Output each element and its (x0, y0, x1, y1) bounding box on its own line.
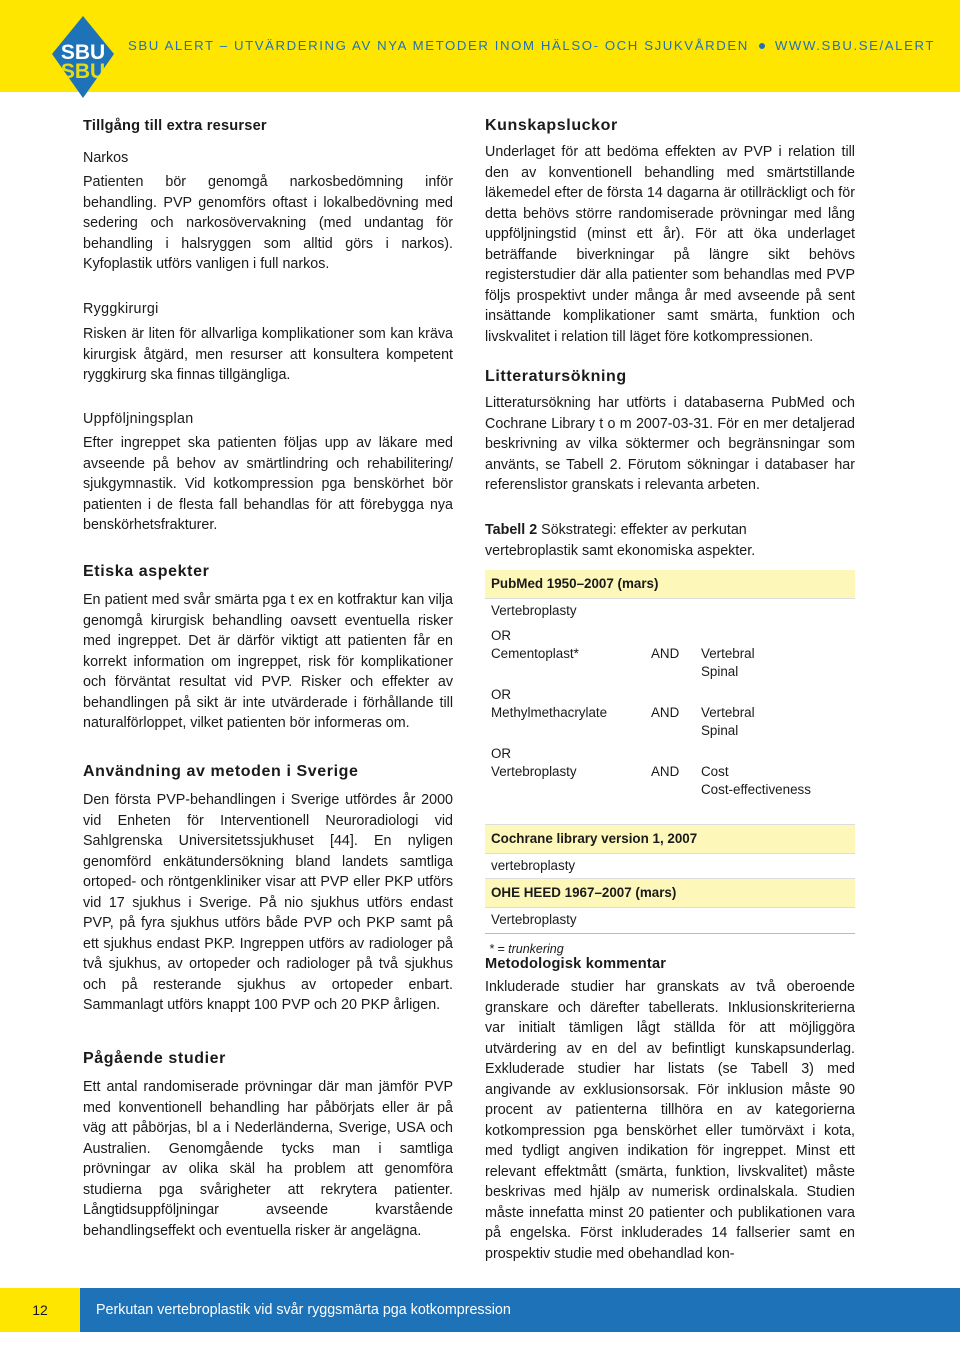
operator-or: OR (491, 687, 512, 702)
paragraph-pagaende: Ett antal randomiserade prövningar där man jämför PVP med konventionell behandling har påbörjats eller är på väg att påbörjas, bl a i Nederländerna, Sverige, USA och Australien. Genomgående tycks man i samtliga prövningar av olika skäl ha problem att genomföra studierna pga svårigheter att rekrytera patienter. Långtidsuppföljningar avseende kvarstående behandlingseffekt och eventuella risker är angelägna. (83, 1079, 453, 1239)
term-vertebral: Vertebral (701, 646, 755, 661)
operator-and: AND (651, 646, 680, 661)
heading-etiska: Etiska aspekter (83, 563, 210, 580)
term-methylmethacrylate: Methylmethacrylate (491, 705, 608, 720)
term-vertebral: Vertebral (701, 705, 755, 720)
page-number: 12 (0, 1288, 80, 1332)
term-spinal: Spinal (701, 723, 739, 738)
operator-or: OR (491, 746, 512, 761)
term-cost: Cost (701, 764, 729, 779)
term-vertebroplasty: Vertebroplasty (491, 912, 577, 927)
search-strategy-table (485, 570, 855, 958)
table-caption (485, 520, 825, 561)
heading-anvandning: Användning av metoden i Sverige (83, 763, 359, 780)
operator-and: AND (651, 705, 680, 720)
bullet-icon (759, 43, 765, 49)
heading-resurser: Tillgång till extra resurser (83, 118, 267, 134)
term-cost-effectiveness: Cost-effectiveness (701, 782, 811, 797)
heading-litteratursokning: Litteratursökning (485, 368, 627, 385)
paragraph-uppfoljning: Efter ingreppet ska patienten följas upp av läkare med avseende på behov av smärtlindring och rehabilitering/ sjukgymnastik. Vid kotkompression pga benskörhet bör patienten i de flesta fall behandlas för att förebygga nya benskörhetsfrakturer. (83, 435, 453, 533)
term-vertebroplasty: vertebroplasty (491, 858, 576, 873)
subheading-ryggkirurgi: Ryggkirurgi (83, 301, 159, 317)
table-header-cochrane: Cochrane library version 1, 2007 (485, 824, 855, 854)
heading-pagaende: Pågående studier (83, 1050, 226, 1067)
paragraph-etiska: En patient med svår smärta pga t ex en kotfraktur kan vilja genomgå kirurgisk behandling oavsett eventuella risker med ingreppet. Det är därför viktigt att patienten får en korrekt information om ingreppet, risk för komplikationer och förväntat resultat vid PVP. Risker och effekter av behandlingen på sikt är inte utvärderade i förhållande till naturalförloppet, vilket patienten bör informeras om. (83, 592, 453, 731)
table-label: Tabell 2 (485, 522, 538, 538)
website-link[interactable]: WWW.SBU.SE/ALERT (774, 38, 936, 53)
cochrane-terms (485, 854, 855, 878)
svg-text:SBU: SBU (60, 41, 106, 64)
running-header (128, 38, 935, 53)
ohe-terms (485, 908, 855, 934)
svg-text:SBU: SBU (60, 60, 106, 83)
term-vertebroplasty: Vertebroplasty (491, 603, 577, 618)
operator-and: AND (651, 764, 680, 779)
table-caption-text: Sökstrategi: effekter av perkutan vertebroplastik samt ekonomiska aspekter. (485, 522, 756, 559)
table-header-pubmed: PubMed 1950–2007 (mars) (485, 570, 855, 599)
paragraph-kunskapsluckor: Underlaget för att bedöma effekten av PVP i relation till den av konventionell behandling med smärtstillande läkemedel efter de första 14 dagarna är otillräckligt och för detta behövs större randomiserade prövningar med lång uppföljningstid (minst ett år). För att öka underlaget beträffande biverkningar på längre sikt behövs registerstudier där alla patienter som behandlas med PVP följs prospektivt under många år med avseende på sent insättande komplikationer samt smärta, funktion och livskvalitet i relation till läget före kotkompressionen. (485, 144, 855, 345)
subheading-uppfoljning: Uppföljningsplan (83, 411, 194, 427)
term-vertebroplasty: Vertebroplasty (491, 764, 577, 779)
heading-metodologisk: Metodologisk kommentar (485, 956, 667, 972)
footer-title: Perkutan vertebroplastik vid svår ryggsmärta pga kotkompression (96, 1302, 511, 1318)
pubmed-terms (485, 599, 855, 824)
paragraph-litteratursokning: Litteratursökning har utförts i databaserna PubMed och Cochrane Library t o m 2007-03-31. För en mer detaljerad beskrivning av vilka söktermer och begränsningar som använts, se Tabell 2. Förutom sökningar i databaser har referenslistor granskats i relevanta arbeten. (485, 395, 855, 493)
table-footnote-row (485, 934, 855, 958)
term-spinal: Spinal (701, 664, 739, 679)
paragraph-metodologisk: Inkluderade studier har granskats av två oberoende granskare och därefter tabellerats. Inklusionskriterierna var initialt tämligen lågt ställda för att möjliggöra utvärdering av en del av befintligt kunskapsunderlag. Exkluderade studier har listats (se Tabell 3) med angivande av exklusionsorsak. För inklusion måste 90 procent av patienterna tillhöra en av kategorierna kotkompression pga benskörhet eller tumörväxt i kota, med tydligt angiven indikation för ingreppet. Minst ett relevant effektmått (smärta, funktion, livskvalitet) måste beskrivas med hjälp av numerisk ordinalskala. Studien måste innefatta minst 20 patienter och publikationen vara på engelska. Först inkluderades 14 fallserier samt en prospektiv studie med obehandlad kon- (485, 979, 855, 1262)
table-footnote: * = trunkering (489, 942, 564, 956)
paragraph-ryggkirurgi: Risken är liten för allvarliga komplikationer som kan kräva kirurgisk åtgärd, men resurser att konsultera kompetent ryggkirurg ska finnas tillgängliga. (83, 326, 453, 383)
running-title: SBU ALERT – UTVÄRDERING AV NYA METODER INOM HÄLSO- OCH SJUKVÅRDEN (128, 38, 749, 53)
operator-or: OR (491, 628, 512, 643)
heading-kunskapsluckor: Kunskapsluckor (485, 117, 618, 134)
paragraph-anvandning: Den första PVP-behandlingen i Sverige utfördes år 2000 vid Enheten för Interventionell Neuroradiologi vid Sahlgrenska Universitetssjukhuset [44]. En nyligen genomförd enkätundersökning bland landets samtliga ortoped- och röntgenkliniker visar att PVP eller PKP utförs vid 17 sjukhus i Sverige. På nio sjukhus utförs endast PVP, på fyra sjukhus utförs både PVP och PKP samt på ett sjukhus endast PKP. Ingreppen utförs av radiologer på två sjukhus, av ortopeder och radiologer på två sjukhus och på resterande sjukhus av ortopeder enbart. Sammanlagt utförs knappt 100 PVP och 20 PKP årligen. (83, 792, 453, 1013)
table-header-ohe: OHE HEED 1967–2007 (mars) (485, 878, 855, 908)
sbu-logo (50, 14, 116, 100)
paragraph-narkos: Patienten bör genomgå narkosbedömning inför behandling. PVP genomförs oftast i lokalbedövning med sedering och narkosövervakning (med undantag för behandling i halsryggen som alltid görs i narkos). Kyfoplastik utförs vanligen i full narkos. (83, 174, 453, 272)
subheading-narkos: Narkos (83, 150, 129, 166)
footer-bar (0, 1288, 960, 1332)
term-cementoplast: Cementoplast* (491, 646, 579, 661)
